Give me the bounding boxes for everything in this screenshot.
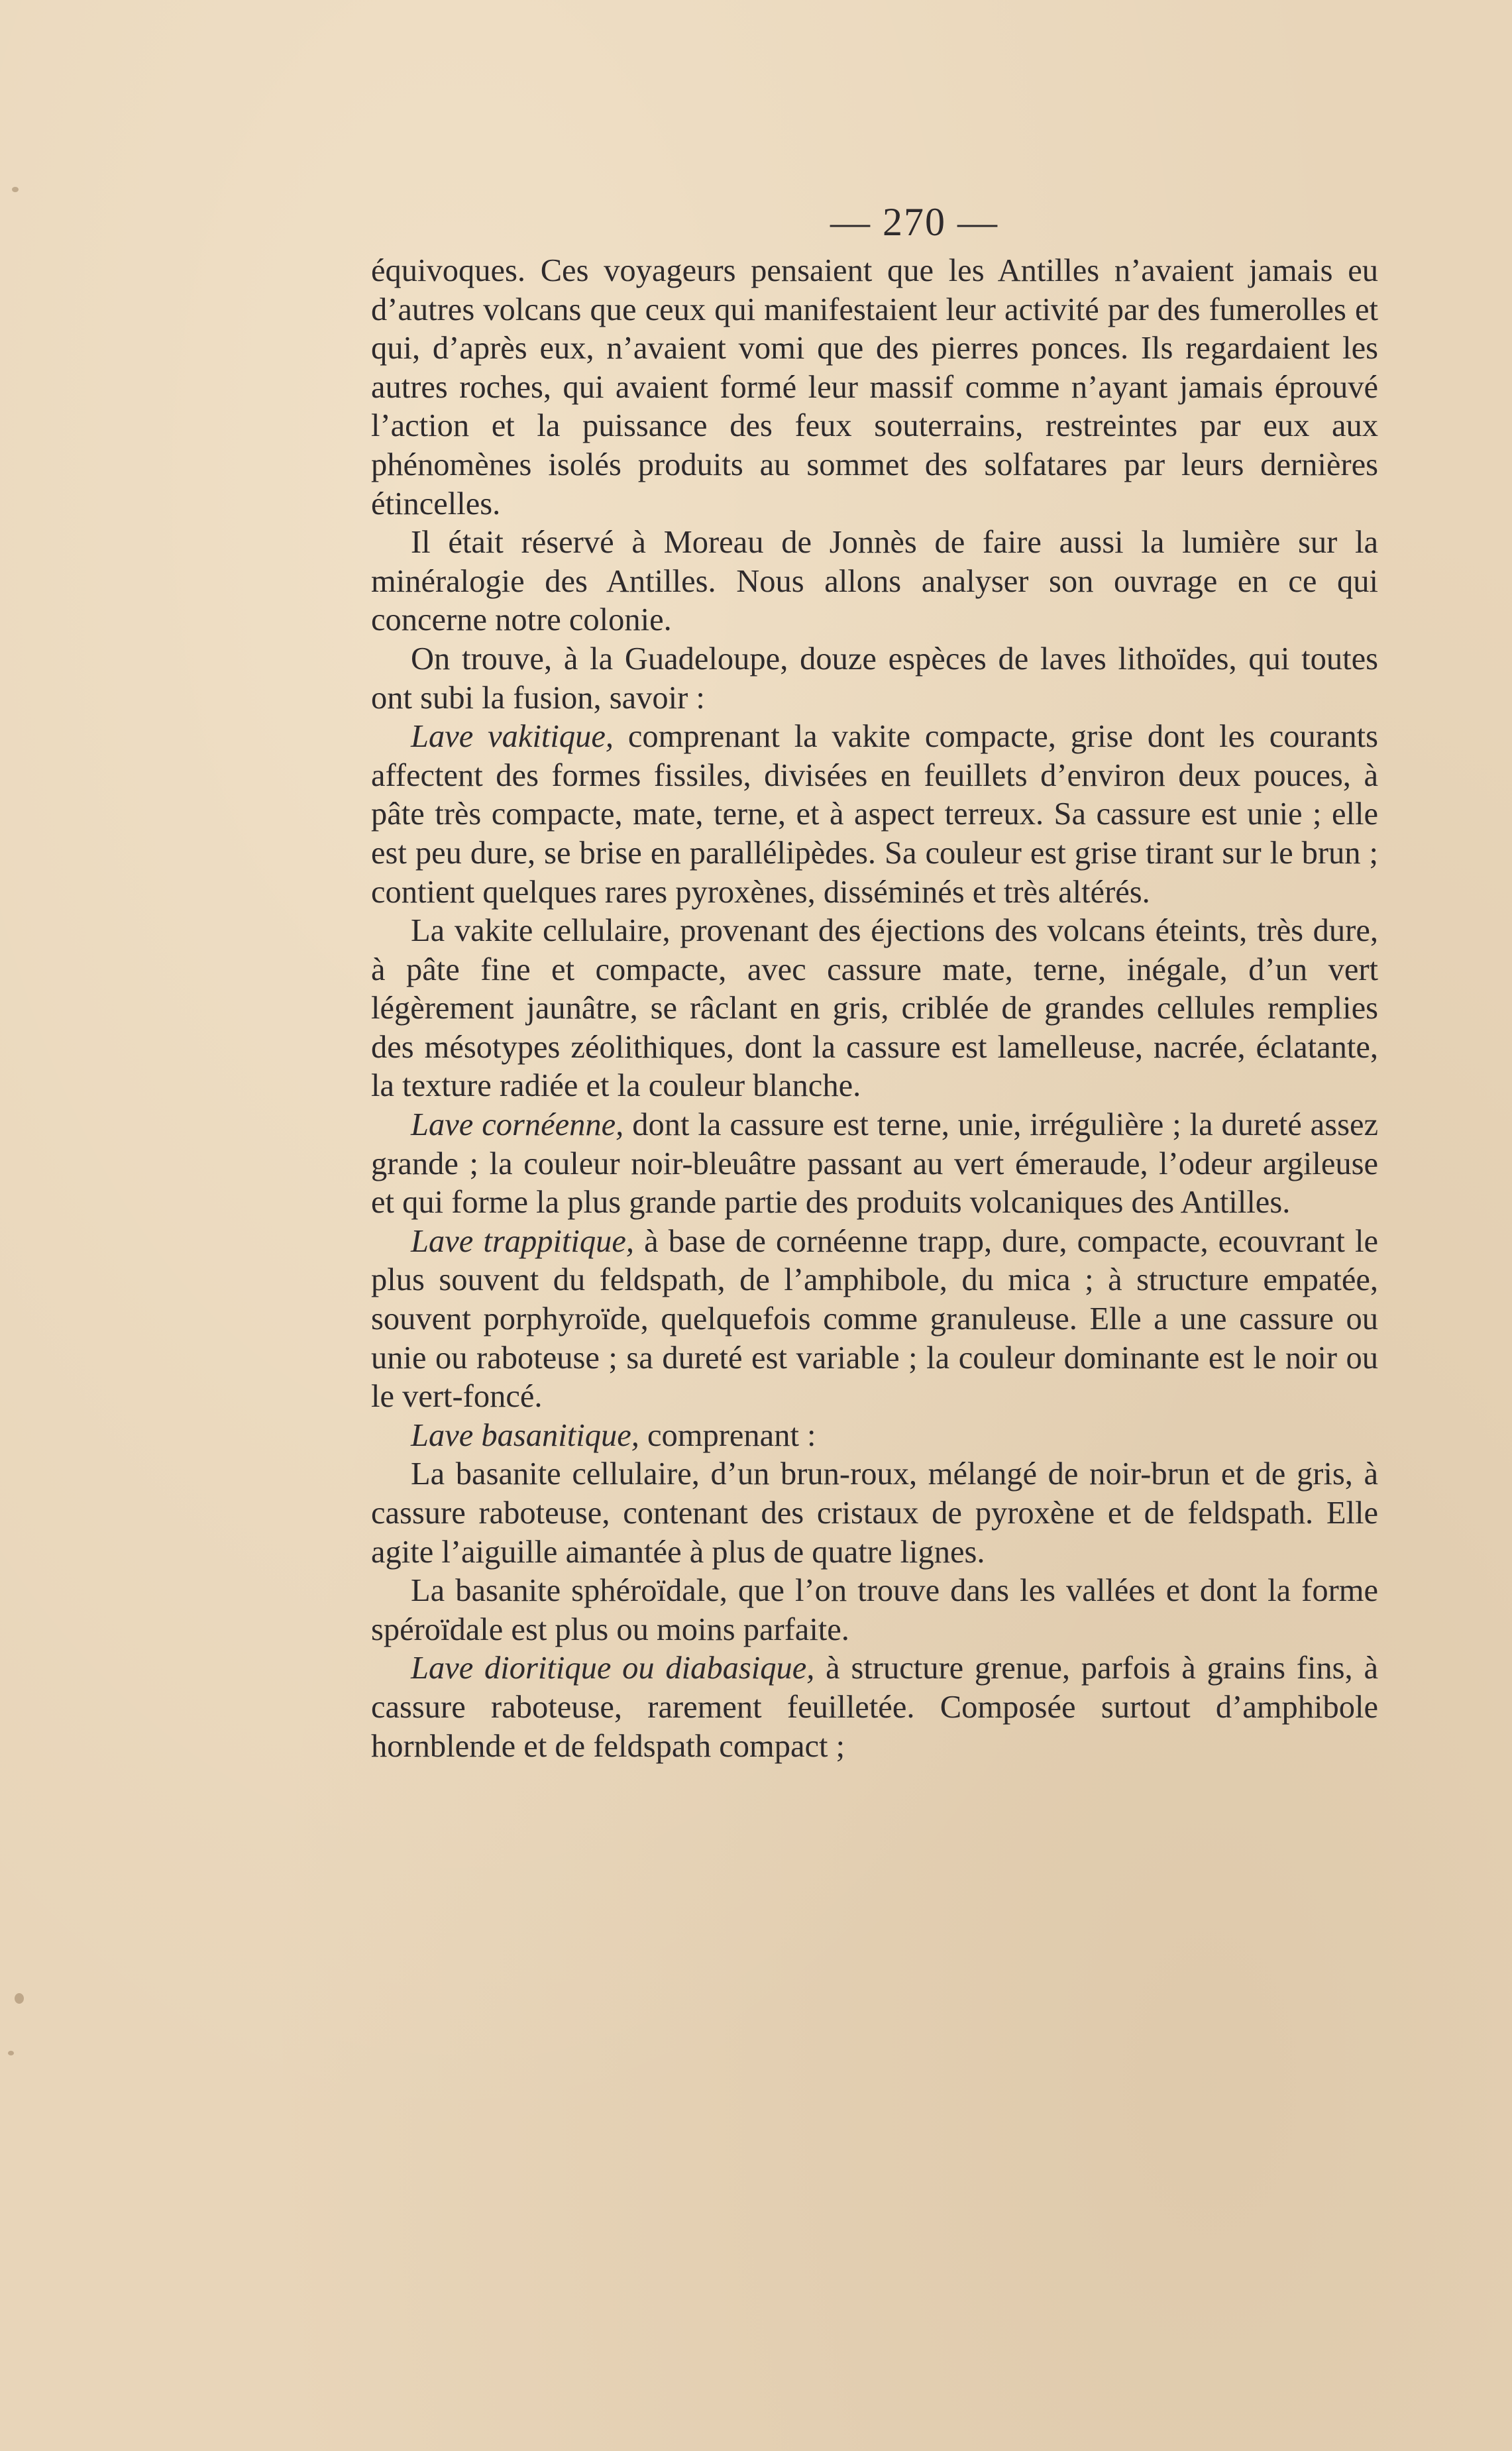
- paragraph: [371, 1417, 1378, 1456]
- paragraph: [371, 640, 1378, 718]
- text-run: à base de cornéenne trapp, dure, compacte, ecouvrant le plus souvent du feldspath, de l’amphibole, du mica ; à structure empatée, souvent porphyroïde, quelquefois comme granuleuse. Elle a une cassure ou unie ou raboteuse ; sa dureté est variable ; la couleur dominante est le noir ou le vert-foncé.: [371, 1223, 1378, 1415]
- paragraph: [371, 1223, 1378, 1417]
- text-run: comprenant la vakite compacte, grise dont les courants affectent des formes fissiles, divisées en feuillets d’environ deux pouces, à pâte très compacte, mate, terne, et à aspect terreux. Sa cassure est unie ; elle est peu dure, se brise en parallélipèdes. Sa couleur est grise tirant sur le brun ; contient quelques rares pyroxènes, disséminés et très altérés.: [371, 719, 1379, 910]
- paragraph: [371, 252, 1378, 523]
- paragraph: [371, 1649, 1378, 1766]
- paragraph: [371, 718, 1378, 912]
- italic-term: Lave dioritique ou diabasique,: [411, 1651, 815, 1686]
- paragraph: [371, 1455, 1378, 1572]
- page-number: — 270 —: [830, 200, 999, 244]
- paper-spot: [15, 1993, 24, 2004]
- text-run: On trouve, à la Guadeloupe, douze espèces de laves lithoïdes, qui toutes ont subi la fusion, savoir :: [371, 641, 1378, 716]
- body-text: [371, 252, 1378, 1766]
- italic-term: Lave cornéenne,: [411, 1107, 624, 1143]
- paper-spot: [8, 2051, 14, 2055]
- paragraph: [371, 1572, 1378, 1649]
- text-run: dont la cassure est terne, unie, irrégulière ; la dureté assez grande ; la couleur noir-bleuâtre passant au vert émeraude, l’odeur argileuse et qui forme la plus grande partie des produits volcaniques des Antilles.: [371, 1107, 1378, 1221]
- text-run: La vakite cellulaire, provenant des éjections des volcans éteints, très dure, à pâte fine et compacte, avec cassure mate, terne, inégale, d’un vert légèrement jaunâtre, se râclant en gris, criblée de grandes cellules remplies des mésotypes zéolithiques, dont la cassure est lamelleuse, nacrée, éclatante, la texture radiée et la couleur blanche.: [371, 913, 1378, 1104]
- paragraph: [371, 1106, 1378, 1223]
- text-run: équivoques. Ces voyageurs pensaient que les Antilles n’avaient jamais eu d’autres volcans que ceux qui manifestaient leur activité par des fumerolles et qui, d’après eux, n’avaient vomi que des pierres ponces. Ils regardaient les autres roches, qui avaient formé leur massif comme n’ayant jamais éprouvé l’action et la puissance des feux souterrains, restreintes par eux aux phénomènes isolés produits au sommet des solfatares par leurs dernières étincelles.: [371, 253, 1378, 521]
- paragraph: [371, 523, 1378, 640]
- paper-spot: [12, 187, 19, 192]
- text-run: comprenant :: [639, 1417, 816, 1453]
- text-run: La basanite sphéroïdale, que l’on trouve dans les vallées et dont la forme spéroïdale est plus ou moins parfaite.: [371, 1573, 1378, 1647]
- book-page: [371, 192, 1378, 1766]
- italic-term: Lave trappitique,: [411, 1223, 635, 1259]
- text-run: Il était réservé à Moreau de Jonnès de faire aussi la lumière sur la minéralogie des Antilles. Nous allons analyser son ouvrage en ce qui concerne notre colonie.: [371, 525, 1378, 638]
- text-run: La basanite cellulaire, d’un brun-roux, mélangé de noir-brun et de gris, à cassure raboteuse, contenant des cristaux de pyroxène et de feldspath. Elle agite l’aiguille aimantée à plus de quatre lignes.: [371, 1456, 1378, 1570]
- text-run: à structure grenue, parfois à grains fins, à cassure raboteuse, rarement feuilletée. Composée surtout d’amphibole hornblende et de feldspath compact ;: [371, 1651, 1378, 1764]
- paragraph: [371, 912, 1378, 1106]
- italic-term: Lave vakitique,: [411, 719, 614, 755]
- italic-term: Lave basanitique,: [411, 1417, 639, 1453]
